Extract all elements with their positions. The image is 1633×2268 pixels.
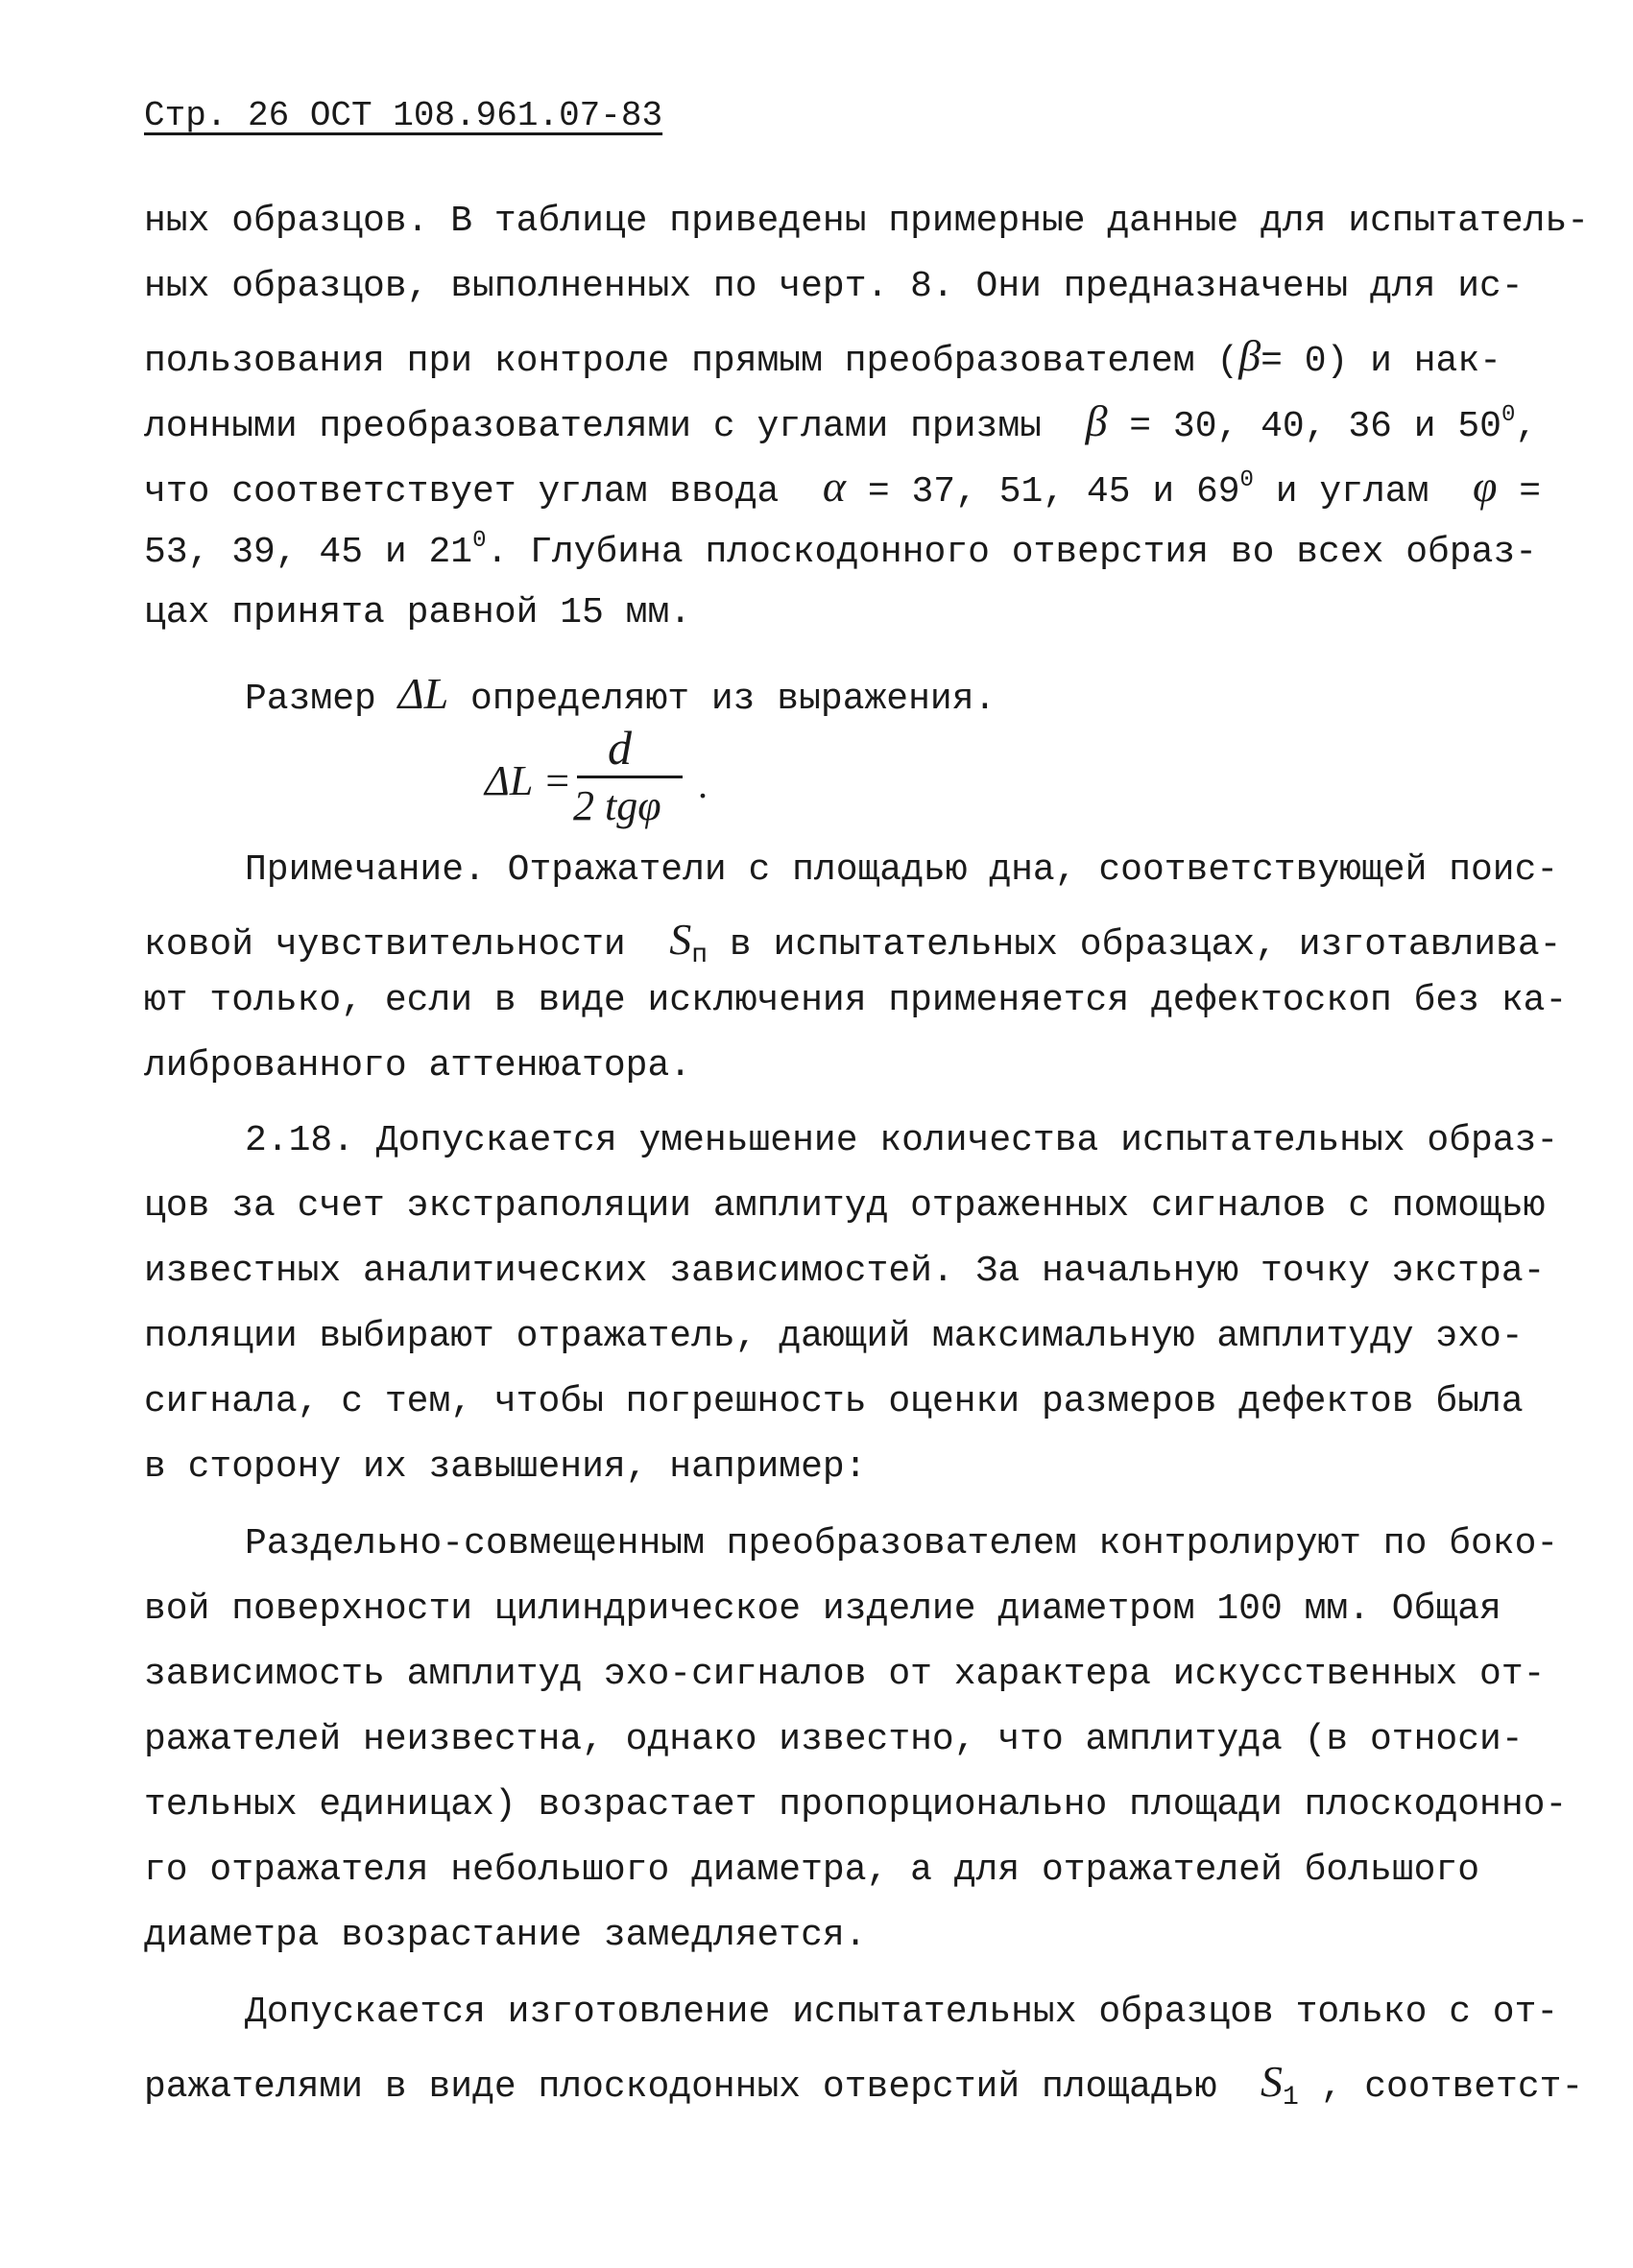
s-n-symbol: S bbox=[669, 915, 692, 964]
fraction-bar bbox=[577, 776, 683, 778]
text-line: ных образцов, выполненных по черт. 8. Они предназначены для ис- bbox=[144, 266, 1524, 307]
text-line: в сторону их завышения, например: bbox=[144, 1446, 867, 1488]
text-line: Примечание. Отражатели с площадью дна, соответствующей поис- bbox=[245, 849, 1559, 891]
text-line: Раздельно-совмещенным преобразователем контролируют по боко- bbox=[245, 1523, 1559, 1564]
formula-denominator: 2 tgφ bbox=[573, 782, 661, 829]
text-line: диаметра возрастание замедляется. bbox=[144, 1915, 867, 1956]
beta-symbol: β bbox=[1085, 396, 1108, 445]
text-line: Допускается изготовление испытательных образцов только с от- bbox=[245, 1992, 1559, 2033]
text-line: что соответствует углам ввода α = 37, 51, 45 и $69^0$ и углам φ = bbox=[144, 462, 1542, 513]
formula-numerator: d bbox=[608, 721, 632, 775]
text-line: известных аналитических зависимостей. За начальную точку экстра- bbox=[144, 1251, 1546, 1292]
text-line: ражателей неизвестна, однако известно, что амплитуда (в относи- bbox=[144, 1719, 1524, 1760]
text-line: ют только, если в виде исключения применяется дефектоскоп без ка- bbox=[144, 980, 1568, 1021]
text-line: ных образцов. В таблице приведены примерные данные для испытатель- bbox=[144, 201, 1590, 242]
text-line: 2.18. Допускается уменьшение количества испытательных образ- bbox=[245, 1120, 1559, 1161]
formula-lhs: ΔL = bbox=[485, 757, 572, 804]
alpha-symbol: α bbox=[822, 462, 847, 511]
text-line: сигнала, с тем, чтобы погрешность оценки размеров дефектов была bbox=[144, 1381, 1524, 1422]
text-line: тельных единицах) возрастает пропорционально площади плоскодонно- bbox=[144, 1784, 1568, 1826]
text-line: лонными преобразователями с углами призмы β = 30, 40, 36 и $50^0$, bbox=[144, 396, 1538, 447]
text-line: вой поверхности цилиндрическое изделие диаметром 100 мм. Общая bbox=[144, 1588, 1501, 1630]
text-line: 53, 39, 45 и $21^0$. Глубина плоскодонного отверстия во всех образ- bbox=[144, 528, 1538, 573]
formula bbox=[485, 720, 734, 835]
text-line: Размер ΔL определяют из выражения. bbox=[245, 669, 997, 720]
text-line: ковой чувствительности $S_п$ в испытательных образцах, изготавлива- bbox=[144, 915, 1562, 970]
delta-l-symbol: ΔL bbox=[397, 669, 449, 718]
beta-symbol: β bbox=[1238, 331, 1261, 380]
text-line: либрованного аттенюатора. bbox=[144, 1045, 692, 1086]
text-line: го отражателя небольшого диаметра, а для отражателей большого bbox=[144, 1850, 1480, 1891]
text-line: ражателями в виде плоскодонных отверстий площадью $S_1$ , соответст- bbox=[144, 2057, 1584, 2113]
s-1-symbol: S bbox=[1261, 2057, 1283, 2106]
text-line: поляции выбирают отражатель, дающий максимальную амплитуду эхо- bbox=[144, 1316, 1524, 1357]
text-line: цов за счет экстраполяции амплитуд отраженных сигналов с помощью bbox=[144, 1185, 1546, 1227]
text-line: зависимость амплитуд эхо-сигналов от характера искусственных от- bbox=[144, 1654, 1546, 1695]
text-line: цах принята равной 15 мм. bbox=[144, 592, 692, 633]
page-header: Стр. 26 ОСТ 108.961.07-83 bbox=[144, 96, 663, 135]
phi-symbol: φ bbox=[1473, 462, 1498, 511]
text-line: пользования при контроле прямым преобразователем (β= 0) и нак- bbox=[144, 331, 1501, 382]
formula-trail: . bbox=[698, 763, 708, 806]
